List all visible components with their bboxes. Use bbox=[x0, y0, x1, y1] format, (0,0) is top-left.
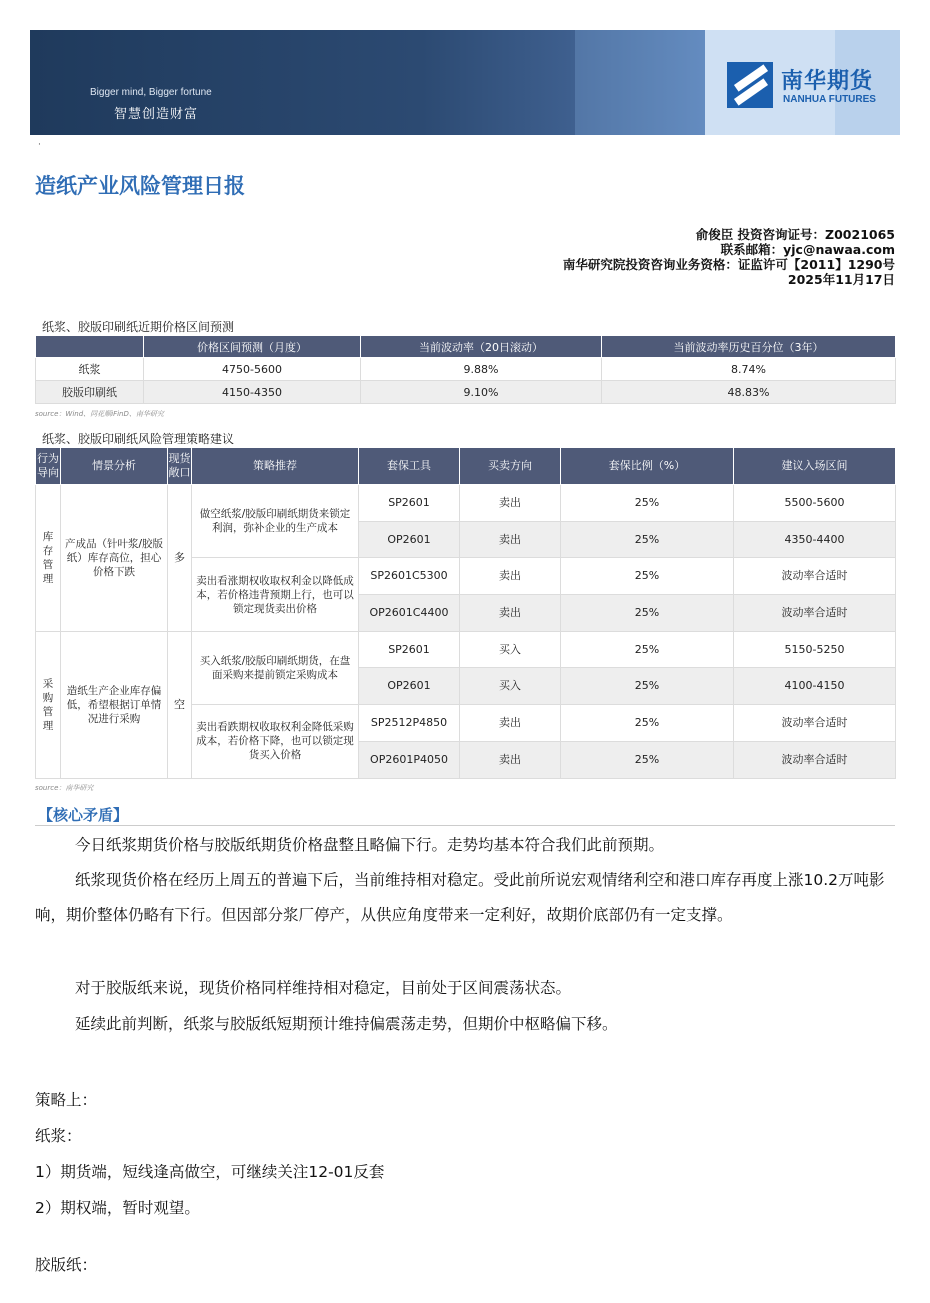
column-header: 行为导向 bbox=[36, 448, 61, 485]
table-cell: 卖出 bbox=[460, 741, 561, 778]
header-banner bbox=[30, 30, 900, 135]
scenario-cell: 造纸生产企业库存偏低，希望根据订单情况进行采购 bbox=[61, 631, 168, 778]
table-row bbox=[36, 358, 896, 381]
table-cell: 25% bbox=[561, 595, 734, 632]
table-cell: 波动率合适时 bbox=[734, 595, 896, 632]
table-cell: 9.10% bbox=[361, 381, 602, 404]
table-cell: 波动率合适时 bbox=[734, 741, 896, 778]
table-cell: 波动率合适时 bbox=[734, 705, 896, 742]
body-paragraph: 延续此前判断，纸浆与胶版纸短期预计维持偏震荡走势，但期价中枢略偏下移。 bbox=[75, 1015, 618, 1033]
exposure-cell: 多 bbox=[168, 485, 192, 632]
table-cell: 25% bbox=[561, 521, 734, 558]
table-row bbox=[36, 381, 896, 404]
column-header: 套保比例（%） bbox=[561, 448, 734, 485]
institute-license: 南华研究院投资咨询业务资格：证监许可【2011】1290号 bbox=[562, 257, 895, 272]
table-cell: 25% bbox=[561, 668, 734, 705]
banner-band bbox=[575, 30, 705, 135]
table-cell: 25% bbox=[561, 631, 734, 668]
table-cell: 9.88% bbox=[361, 358, 602, 381]
body-paragraph: 今日纸浆期货价格与胶版纸期货价格盘整且略偏下行。走势均基本符合我们此前预期。 bbox=[75, 836, 665, 854]
table-row bbox=[36, 485, 896, 522]
scenario-cell: 产成品（针叶浆/胶版纸）库存高位，担心价格下跌 bbox=[61, 485, 168, 632]
table-row bbox=[36, 631, 896, 668]
table-cell: 25% bbox=[561, 558, 734, 595]
core-section-heading bbox=[35, 804, 895, 826]
core-heading-text: 【核心矛盾】 bbox=[38, 806, 129, 824]
column-header: 情景分析 bbox=[61, 448, 168, 485]
column-header: 现货敞口 bbox=[168, 448, 192, 485]
author-license: 俞俊臣 投资咨询证号：Z0021065 bbox=[695, 227, 895, 242]
column-header: 套保工具 bbox=[359, 448, 460, 485]
table-cell: 4750-5600 bbox=[144, 358, 361, 381]
slogan-chinese: 智慧创造财富 bbox=[114, 107, 199, 122]
table-cell: 5500-5600 bbox=[734, 485, 896, 522]
table-cell: 卖出 bbox=[460, 595, 561, 632]
table-cell: 卖出 bbox=[460, 705, 561, 742]
column-header: 价格区间预测（月度） bbox=[144, 336, 361, 358]
logo-icon bbox=[727, 62, 773, 108]
table-cell: OP2601C4400 bbox=[359, 595, 460, 632]
body-paragraph: 对于胶版纸来说，现货价格同样维持相对稳定，目前处于区间震荡状态。 bbox=[75, 979, 572, 997]
table-cell: 买入 bbox=[460, 668, 561, 705]
report-title: 造纸产业风险管理日报 bbox=[35, 174, 245, 198]
slogan-english: Bigger mind, Bigger fortune bbox=[90, 87, 212, 98]
strategy-label: 策略上： bbox=[35, 1091, 98, 1109]
strategy-cell: 做空纸浆/胶版印刷纸期货来锁定利润，弥补企业的生产成本 bbox=[192, 485, 359, 558]
table-cell: 胶版印刷纸 bbox=[36, 381, 144, 404]
table-cell: 25% bbox=[561, 705, 734, 742]
column-header: 当前波动率历史百分位（3年） bbox=[602, 336, 896, 358]
table-cell: 48.83% bbox=[602, 381, 896, 404]
table-header-row bbox=[36, 336, 896, 358]
body-paragraph: 纸浆现货价格在经历上周五的普遍下后，当前维持相对稳定。受此前所说宏观情绪利空和港口库存再度上涨10.2万吨影响，期价整体仍略有下行。但因部分浆厂停产，从供应角度带来一定利好，故期价底部仍有一定支撑。 bbox=[35, 871, 885, 924]
table-cell: OP2601 bbox=[359, 521, 460, 558]
strategy-cell: 卖出看涨期权收取权利金以降低成本，若价格违背预期上行，也可以锁定现货卖出价格 bbox=[192, 558, 359, 631]
table-cell: 纸浆 bbox=[36, 358, 144, 381]
table-cell: OP2601 bbox=[359, 668, 460, 705]
table-cell: SP2601 bbox=[359, 631, 460, 668]
table-cell: SP2601 bbox=[359, 485, 460, 522]
column-header bbox=[36, 336, 144, 358]
report-date: 2025年11月17日 bbox=[787, 272, 895, 287]
table-cell: 4100-4150 bbox=[734, 668, 896, 705]
table-cell: 卖出 bbox=[460, 521, 561, 558]
column-header: 买卖方向 bbox=[460, 448, 561, 485]
table-cell: SP2512P4850 bbox=[359, 705, 460, 742]
table-cell: 卖出 bbox=[460, 558, 561, 595]
orientation-cell: 库存管理 bbox=[36, 485, 61, 632]
table2-source: source：南华研究 bbox=[35, 784, 94, 792]
column-header: 策略推荐 bbox=[192, 448, 359, 485]
orientation-cell: 采购管理 bbox=[36, 631, 61, 778]
table-cell: 卖出 bbox=[460, 485, 561, 522]
list-item: 2）期权端，暂时观望。 bbox=[35, 1199, 200, 1217]
logo-text-en: NANHUA FUTURES bbox=[783, 94, 876, 105]
strategy-cell: 卖出看跌期权收取权利金降低采购成本，若价格下降，也可以锁定现货买入价格 bbox=[192, 705, 359, 778]
list-item: 1）期货端，短线逢高做空，可继续关注12-01反套 bbox=[35, 1163, 385, 1181]
author-info bbox=[563, 227, 895, 287]
decorative-dot: · bbox=[38, 140, 41, 150]
table-cell: 波动率合适时 bbox=[734, 558, 896, 595]
offset-paper-label: 胶版纸： bbox=[35, 1256, 98, 1274]
table-cell: OP2601P4050 bbox=[359, 741, 460, 778]
exposure-cell: 空 bbox=[168, 631, 192, 778]
table1-caption: 纸浆、胶版印刷纸近期价格区间预测 bbox=[42, 320, 235, 334]
table-cell: 4150-4350 bbox=[144, 381, 361, 404]
table2-caption: 纸浆、胶版印刷纸风险管理策略建议 bbox=[42, 432, 235, 446]
table-cell: 买入 bbox=[460, 631, 561, 668]
table-cell: 4350-4400 bbox=[734, 521, 896, 558]
table-cell: SP2601C5300 bbox=[359, 558, 460, 595]
table-cell: 25% bbox=[561, 741, 734, 778]
author-email: 联系邮箱：yjc@nawaa.com bbox=[720, 242, 895, 257]
table-cell: 8.74% bbox=[602, 358, 896, 381]
strategy-table bbox=[35, 447, 896, 779]
column-header: 当前波动率（20日滚动） bbox=[361, 336, 602, 358]
company-logo bbox=[727, 62, 887, 112]
pulp-label: 纸浆： bbox=[35, 1127, 82, 1145]
table-cell: 25% bbox=[561, 485, 734, 522]
table-header-row bbox=[36, 448, 896, 485]
price-forecast-table bbox=[35, 335, 896, 404]
column-header: 建议入场区间 bbox=[734, 448, 896, 485]
strategy-cell: 买入纸浆/胶版印刷纸期货，在盘面采购来提前锁定采购成本 bbox=[192, 631, 359, 704]
table-cell: 5150-5250 bbox=[734, 631, 896, 668]
logo-text-cn: 南华期货 bbox=[781, 69, 874, 94]
table1-source: source：Wind、同花顺iFinD、南华研究 bbox=[35, 410, 164, 418]
